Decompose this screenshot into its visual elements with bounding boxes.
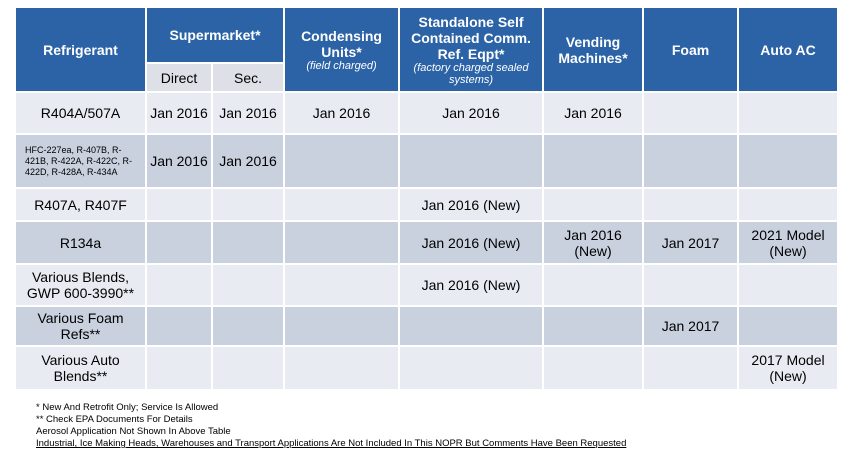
table-cell: [284, 134, 399, 188]
footnotes: [36, 402, 626, 450]
header-standalone: [399, 7, 543, 92]
table-cell: [284, 221, 399, 264]
table-cell: [284, 188, 399, 221]
table-cell: [738, 188, 838, 221]
table-cell: [738, 92, 838, 134]
row-name: Various Foam Refs**: [15, 306, 146, 346]
table-cell: [543, 306, 643, 346]
footnote-new-retrofit: * New And Retrofit Only; Service Is Allowed: [36, 402, 219, 413]
table-row: [15, 264, 838, 306]
table-row: [15, 221, 838, 264]
table-row: [15, 306, 838, 346]
table-cell: [543, 346, 643, 390]
row-name: R407A, R407F: [15, 188, 146, 221]
table-cell: Jan 2017: [643, 306, 738, 346]
table-cell: [399, 306, 543, 346]
table-cell: [212, 188, 284, 221]
table-cell: [738, 134, 838, 188]
table-cell: [643, 92, 738, 134]
table-row: [15, 134, 838, 188]
table-cell: Jan 2016 (New): [399, 188, 543, 221]
header-standalone-subtitle: (factory charged sealed systems): [413, 61, 529, 86]
table-cell: [284, 346, 399, 390]
table-cell: [738, 264, 838, 306]
table-cell: [543, 264, 643, 306]
table-cell: [146, 264, 212, 306]
footnote-epa-documents: ** Check EPA Documents For Details: [36, 414, 193, 425]
table-cell: [643, 134, 738, 188]
table-cell: [284, 306, 399, 346]
table-cell: Jan 2016: [543, 92, 643, 134]
table-cell: [212, 306, 284, 346]
table-cell: [146, 188, 212, 221]
table-cell: Jan 2016: [284, 92, 399, 134]
table-cell: [212, 264, 284, 306]
header-condensing-title: Condensing Units*: [301, 27, 382, 60]
table-cell: [146, 306, 212, 346]
table-cell: Jan 2016: [146, 92, 212, 134]
header-refrigerant: Refrigerant: [15, 7, 146, 92]
table-cell: Jan 2016: [212, 134, 284, 188]
table-row: [15, 188, 838, 221]
table-cell: 2021 Model (New): [738, 221, 838, 264]
header-vending-machines: Vending Machines*: [543, 7, 643, 92]
table-cell: Jan 2016 (New): [543, 221, 643, 264]
row-name: R404A/507A: [15, 92, 146, 134]
table-cell: Jan 2016 (New): [399, 221, 543, 264]
table-cell: [643, 188, 738, 221]
table-cell: [146, 346, 212, 390]
table-cell: [146, 221, 212, 264]
header-direct: Direct: [146, 63, 212, 92]
table-row: [15, 346, 838, 390]
footnote-aerosol: Aerosol Application Not Shown In Above Table: [36, 426, 231, 437]
header-foam: Foam: [643, 7, 738, 92]
header-supermarket: Supermarket*: [146, 7, 284, 63]
footnote-industrial: Industrial, Ice Making Heads, Warehouses and Transport Applications Are Not Included In This NOPR But Comments Have Been Requested: [36, 438, 627, 449]
table-row: [15, 92, 838, 134]
table-cell: [399, 134, 543, 188]
row-name: R134a: [15, 221, 146, 264]
table-cell: 2017 Model (New): [738, 346, 838, 390]
header-condensing-units: [284, 7, 399, 92]
header-auto-ac: Auto AC: [738, 7, 838, 92]
table-cell: Jan 2016: [212, 92, 284, 134]
table-cell: [543, 134, 643, 188]
refrigerant-table: [14, 6, 839, 391]
header-condensing-subtitle: (field charged): [306, 59, 377, 72]
table-cell: [284, 264, 399, 306]
header-standalone-title: Standalone Self Contained Comm. Ref. Eqpt*: [411, 13, 531, 62]
table-cell: [212, 221, 284, 264]
row-name: Various Blends, GWP 600-3990**: [15, 264, 146, 306]
table-cell: [212, 346, 284, 390]
table-cell: [738, 306, 838, 346]
row-name: HFC-227ea, R-407B, R-421B, R-422A, R-422C, R-422D, R-428A, R-434A: [15, 134, 146, 188]
table-cell: [543, 188, 643, 221]
table-cell: Jan 2016: [146, 134, 212, 188]
table-cell: [399, 346, 543, 390]
header-sec: Sec.: [212, 63, 284, 92]
table-cell: [643, 264, 738, 306]
row-name: Various Auto Blends**: [15, 346, 146, 390]
table-cell: Jan 2016 (New): [399, 264, 543, 306]
table-cell: [643, 346, 738, 390]
table-cell: Jan 2017: [643, 221, 738, 264]
table-cell: Jan 2016: [399, 92, 543, 134]
